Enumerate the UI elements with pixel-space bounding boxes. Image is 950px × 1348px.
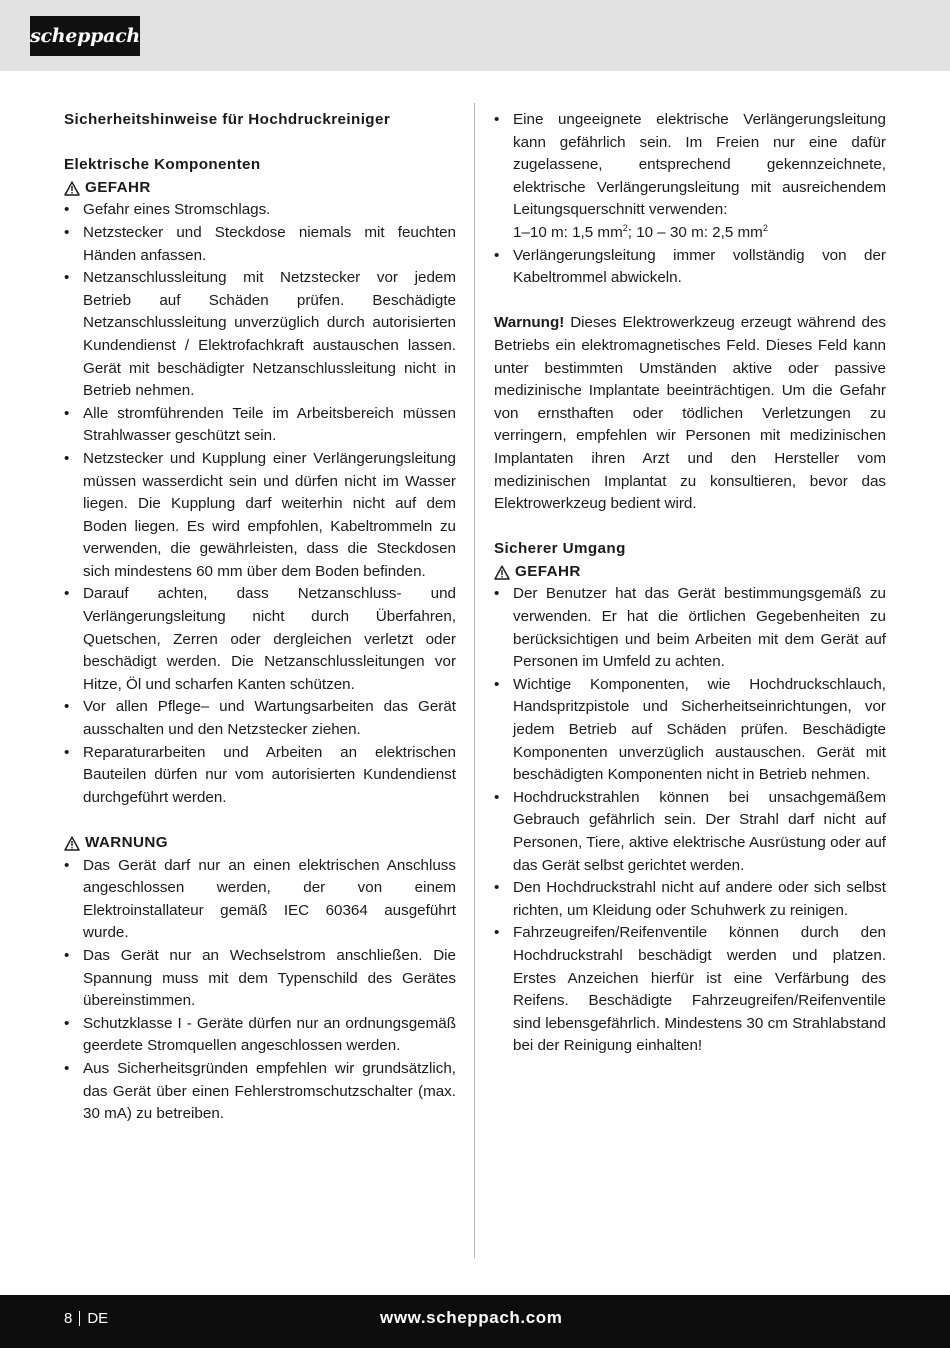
list-item: • Verlängerungsleitung immer vollständig von der Kabeltrommel abwickeln.	[494, 245, 886, 290]
warning-label: WARNUNG	[85, 834, 168, 851]
list-item: • Aus Sicherheitsgründen empfehlen wir grundsätzlich, das Gerät über einen Fehlerstromschutzschalter (max. 30 mA) zu betreiben.	[64, 1058, 456, 1126]
section-heading-safe-handling: Sicherer Umgang	[494, 540, 626, 558]
emf-warning-paragraph	[494, 312, 886, 515]
warning-triangle-icon	[494, 565, 510, 580]
left-column	[64, 109, 456, 1126]
list-item: • Schutzklasse I - Geräte dürfen nur an ordnungsgemäß geerdete Stromquellen angeschlossen werden.	[64, 1013, 456, 1058]
page-number: 8	[64, 1310, 73, 1327]
right-column	[494, 109, 886, 1058]
document-title: Sicherheitshinweise für Hochdruckreiniger	[64, 111, 391, 128]
list-item: • Vor allen Pflege– und Wartungsarbeiten das Gerät ausschalten und den Netzstecker ziehen.	[64, 696, 456, 741]
warning-triangle-icon	[64, 181, 80, 196]
language-code: DE	[87, 1310, 109, 1327]
list-item: • Netzanschlussleitung mit Netzstecker vor jedem Betrieb auf Schäden prüfen. Beschädigte Netzanschlussleitung unverzüglich durch autorisierten Kundendienst / Elektrofachkraft austauschen lassen. Gerät mit beschädigter Netzanschlussleitung nicht in Betrieb nehmen.	[64, 267, 456, 403]
emf-warning-text: Dieses Elektrowerkzeug erzeugt während des Betriebs ein elektromagnetisches Feld. Dieses Feld kann unter bestimmten Umständen aktive oder passive medizinische Implantate beeinträchtigen. Um die Gefahr von ernsthaften oder tödlichen Verletzungen zu verringern, empfehlen wir Personen mit medizinischen Implantaten ihren Arzt und den Hersteller vom medizinischen Implantat zu konsultieren, bevor das Elektrowerkzeug bedient wird.	[494, 314, 886, 513]
extension-cable-text: Eine ungeeignete elektrische Verlängerungsleitung kann gefährlich sein. Im Freien nur eine dafür zugelassene, entsprechend gekennzeichnete, elektrische Verlängerungsleitung mit ausreichendem Leitungsquerschnitt verwenden:	[513, 111, 886, 219]
extension-cable-list	[494, 109, 886, 290]
danger-label: GEFAHR	[85, 178, 151, 196]
extension-cable-spec: 1–10 m: 1,5 $mm^2$; 10 – 30 m: 2,5 $mm^2$	[513, 222, 768, 241]
emf-warning-lead: Warnung!	[494, 314, 565, 332]
warning-triangle-icon	[64, 836, 80, 851]
list-item: • Alle stromführenden Teile im Arbeitsbereich müssen Strahlwasser geschützt sein.	[64, 403, 456, 448]
list-item: • Reparaturarbeiten und Arbeiten an elektrischen Bauteilen dürfen nur vom autorisierten Kundendienst durchgeführt werden.	[64, 742, 456, 810]
list-item: • Netzstecker und Steckdose niemals mit feuchten Händen anfassen.	[64, 222, 456, 267]
page-header	[0, 0, 950, 71]
website-link[interactable]: www.scheppach.com	[380, 1308, 563, 1327]
warning-heading	[64, 832, 456, 855]
page-indicator	[64, 1310, 108, 1327]
list-item: • Das Gerät nur an Wechselstrom anschließen. Die Spannung muss mit dem Typenschild des Gerätes übereinstimmen.	[64, 945, 456, 1013]
list-item: • Gefahr eines Stromschlags.	[64, 199, 456, 222]
list-item: • Fahrzeugreifen/Reifenventile können durch den Hochdruckstrahl beschädigt werden und platzen. Erstes Anzeichen hierfür ist eine Verfärbung des Reifens. Beschädigte Fahrzeugreifen/Reifenventile sind lebensgefährlich. Mindestens 30 cm Strahlabstand bei der Reinigung einhalten!	[494, 922, 886, 1058]
list-item: • Darauf achten, dass Netzanschluss- und Verlängerungsleitung nicht durch Überfahren, Quetschen, Zerren oder dergleichen verletzt oder beschädigt werden. Die Netzanschlussleitungen vor Hitze, Öl und scharfen Kanten schützen.	[64, 583, 456, 696]
warning-list	[64, 855, 456, 1126]
column-divider	[474, 103, 475, 1258]
page-separator	[79, 1311, 80, 1326]
list-item: • Wichtige Komponenten, wie Hochdruckschlauch, Handspritzpistole und Sicherheitseinrichtungen, vor jedem Betrieb auf Schäden prüfen. Beschädigte Komponenten unverzüglich austauschen. Gerät mit beschädigten Komponenten nicht in Betrieb nehmen.	[494, 674, 886, 787]
list-item: • Den Hochdruckstrahl nicht auf andere oder sich selbst richten, um Kleidung oder Schuhwerk zu reinigen.	[494, 877, 886, 922]
list-item	[494, 109, 886, 245]
list-item: • Der Benutzer hat das Gerät bestimmungsgemäß zu verwenden. Er hat die örtlichen Gegebenheiten zu berücksichtigen und beim Arbeiten mit dem Gerät auf Personen im Umfeld zu achten.	[494, 583, 886, 673]
scheppach-logo: scheppach	[30, 16, 140, 56]
danger-heading	[64, 177, 456, 200]
danger-heading	[494, 561, 886, 584]
danger-list-electrical	[64, 199, 456, 809]
list-item: • Das Gerät darf nur an einen elektrischen Anschluss angeschlossen werden, der von einem Elektroinstallateur gemäß IEC 60364 ausgeführt wurde.	[64, 855, 456, 945]
list-item: • Hochdruckstrahlen können bei unsachgemäßem Gebrauch gefährlich sein. Der Strahl darf nicht auf Personen, Tiere, aktive elektrische Ausrüstung oder auf das Gerät selbst gerichtet werden.	[494, 787, 886, 877]
page-footer	[0, 1295, 950, 1348]
danger-label: GEFAHR	[515, 562, 581, 580]
danger-list-safe-handling	[494, 583, 886, 1057]
section-heading-electrical: Elektrische Komponenten	[64, 156, 261, 174]
list-item: • Netzstecker und Kupplung einer Verlängerungsleitung müssen wasserdicht sein und dürfen nicht im Wasser liegen. Die Kupplung darf weiterhin nicht auf dem Boden liegen. Es wird empfohlen, Kabeltrommeln zu verwenden, die gewährleisten, dass die Steckdosen sich mindestens 60 mm über dem Boden befinden.	[64, 448, 456, 584]
